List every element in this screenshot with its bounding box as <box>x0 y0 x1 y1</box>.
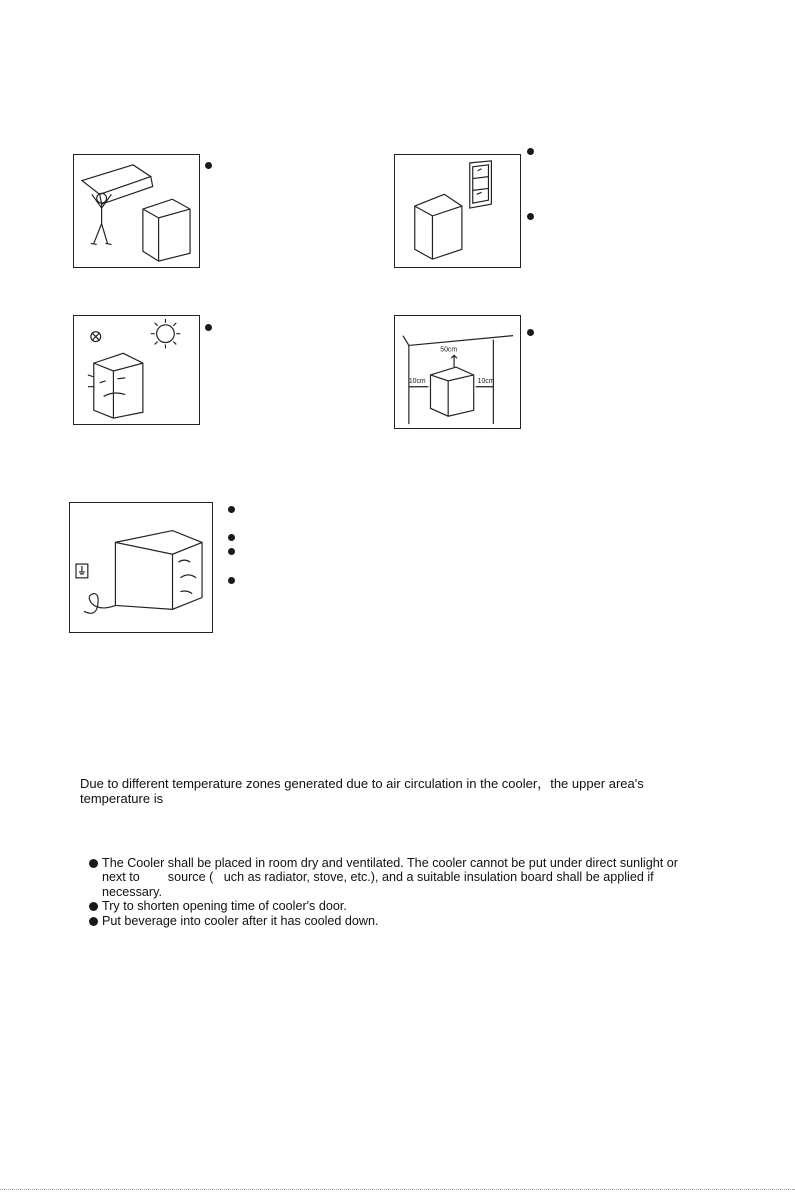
bullet-marker <box>89 859 98 868</box>
bullet-marker <box>228 577 235 584</box>
bullet-marker <box>527 148 534 155</box>
illustration-power-plug <box>69 502 213 633</box>
page-bottom-rule <box>0 1189 795 1190</box>
carrying-lifting-icon <box>74 155 199 267</box>
bullet-marker <box>205 162 212 169</box>
temperature-note-line-2: temperature is <box>80 791 164 806</box>
plug-and-ground-icon <box>70 503 212 632</box>
illustration-carry-cooler <box>73 154 200 268</box>
bullet-marker <box>527 213 534 220</box>
bullet-marker <box>89 902 98 911</box>
illustration-avoid-sunlight <box>73 315 200 425</box>
illustration-wall-clearance <box>394 315 521 429</box>
sunlight-warning-icon <box>74 316 199 424</box>
tip-2-line-1: Try to shorten opening time of cooler's door. <box>102 899 347 914</box>
energy-tips-list <box>88 856 718 928</box>
illustration-window-placement <box>394 154 521 268</box>
clearance-right-label: 10cm <box>477 377 495 385</box>
window-placement-icon <box>395 155 520 267</box>
bullet-marker <box>228 506 235 513</box>
tip-1-line-1: The Cooler shall be placed in room dry and ventilated. The cooler cannot be put under direct sunlight or <box>102 856 678 870</box>
bullet-marker <box>89 917 98 926</box>
wall-clearance-icon <box>395 316 520 428</box>
list-item <box>88 899 718 913</box>
tip-1-line-3: necessary. <box>102 884 162 899</box>
clearance-top-label: 50cm <box>440 346 458 354</box>
bullet-marker <box>205 324 212 331</box>
bullet-marker <box>228 548 235 555</box>
list-item <box>88 914 718 928</box>
tip-1-line-2: next to source ( uch as radiator, stove, etc.), and a suitable insulation board shall be applied if <box>102 870 654 885</box>
clearance-left-label: 10cm <box>408 377 426 385</box>
tip-3-line-1: Put beverage into cooler after it has cooled down. <box>102 913 379 928</box>
bullet-marker <box>527 329 534 336</box>
temperature-note-line-1: Due to different temperature zones generated due to air circulation in the cooler，the upper area's <box>80 776 644 791</box>
list-item <box>88 856 718 899</box>
bullet-marker <box>228 534 235 541</box>
